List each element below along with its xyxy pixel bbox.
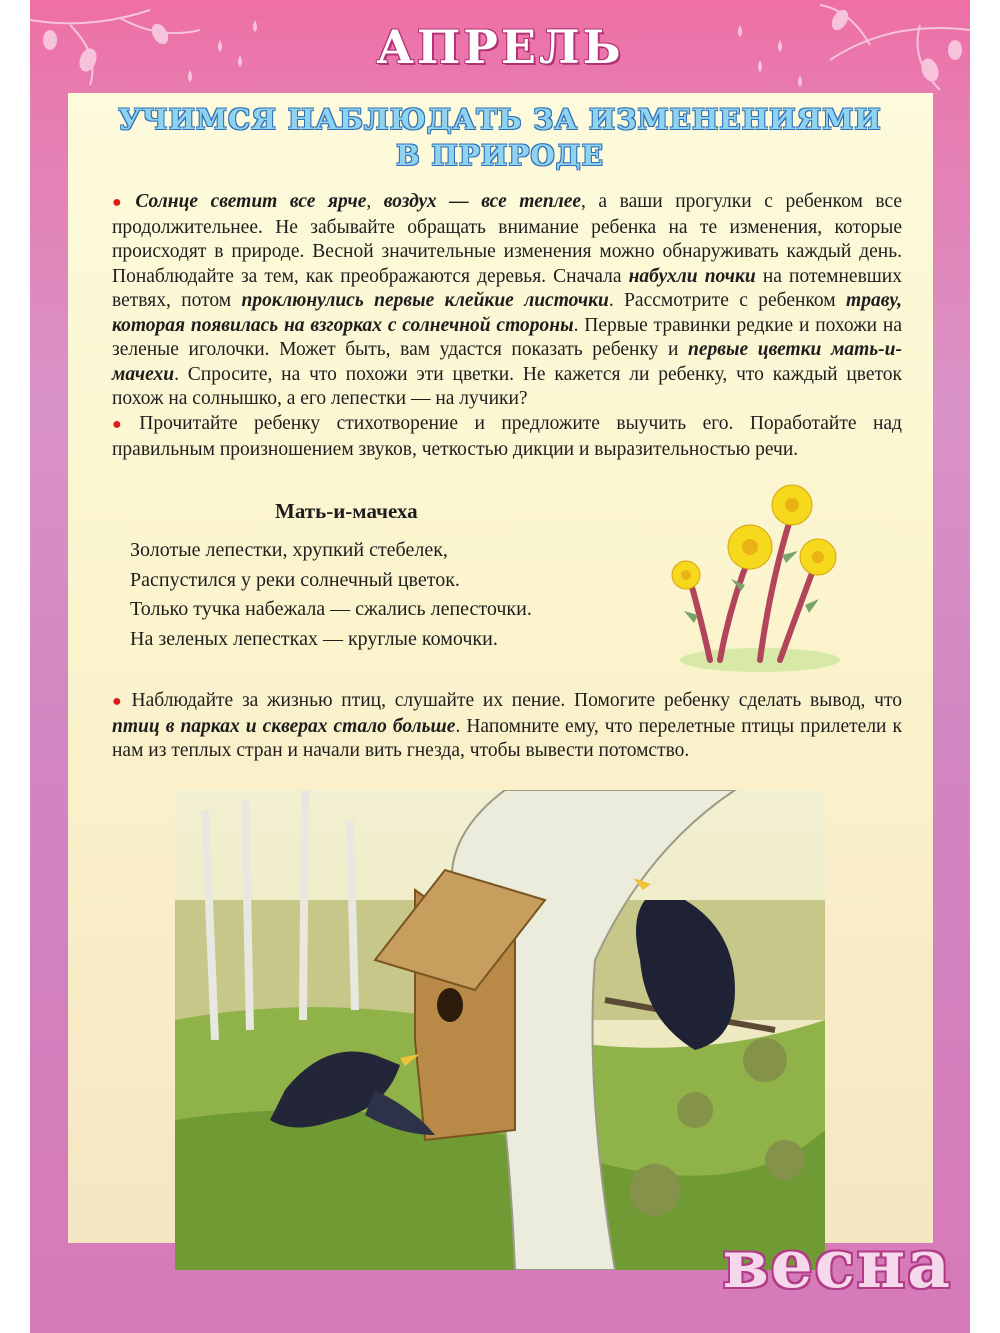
article-title-line-1: УЧИМСЯ НАБЛЮДАТЬ ЗА ИЗМЕНЕНИЯМИ (118, 103, 882, 136)
paragraph-birds: ● Наблюдайте за жизнью птиц, слушайте их пение. Помогите ребенку сделать вывод, что птиц в парках и скверах стало больше. Напомните ему, что перелетные птицы прилетели к нам из теплых стран и начали вить гнезда, чтобы вывести потомство. (112, 690, 902, 761)
bullet-icon: ● (112, 416, 134, 433)
bullet-icon: ● (112, 693, 126, 710)
poem-body (130, 536, 532, 654)
coltsfoot-flower-illustration (650, 465, 850, 675)
paragraph-nature-changes: ● Солнце светит все ярче, воздух — все теплее, а ваши прогулки с ребенком все продолжительнее. Не забывайте обращать внимание ребенка на те изменения, которые происходят в природе. Весной значительные изменения можно обнаруживать каждый день. Понаблюдайте за тем, как преображаются деревья. Сначала набухли почки на потемневших ветвях, потом проклюнулись первые клейкие листочки. Рассмотрите с ребенком траву, которая появилась на взгорках с солнечной стороны. Первые травинки редкие и похожи на зеленые иголочки. Может быть, вам удастся показать ребенку и первые цветки мать-и-мачехи. Спросите, на что похожи эти цветки. Не кажется ли ребенку, что каждый цветок похож на солнышко, а его лепестки — на лучики? (112, 191, 902, 409)
poem-line: Только тучка набежала — сжались лепесточки. (130, 598, 532, 620)
poem-line: Золотые лепестки, хрупкий стебелек, (130, 539, 448, 561)
poem-line: Распустился у реки солнечный цветок. (130, 568, 460, 591)
month-title: АПРЕЛЬ (376, 20, 624, 74)
season-label: весна (722, 1225, 952, 1303)
poem-title: Мать-и-мачеха (275, 499, 418, 523)
article-title (96, 102, 904, 174)
poem-line: На зеленых лепестках — круглые комочки. (130, 627, 498, 650)
article-title-line-2: В ПРИРОДЕ (395, 139, 605, 172)
bullet-icon: ● (112, 194, 130, 211)
paragraph-poem-instructions: ● Прочитайте ребенку стихотворение и предложите выучить его. Поработайте над правильным произношением звуков, четкостью дикции и выразительностью речи. (112, 413, 902, 460)
starlings-birdhouse-illustration (175, 790, 825, 1270)
